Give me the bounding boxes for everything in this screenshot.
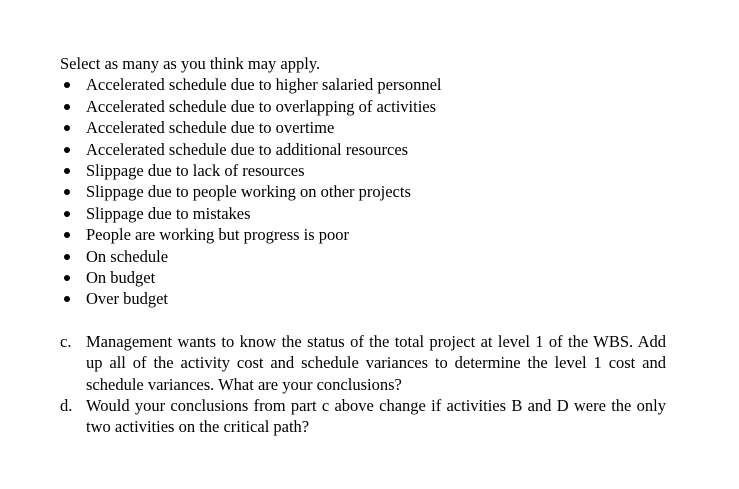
bullet-icon — [64, 211, 70, 217]
option-text: On budget — [86, 267, 156, 287]
list-item — [60, 139, 700, 160]
list-item — [60, 288, 700, 309]
list-item — [60, 246, 700, 267]
question-marker: d. — [60, 395, 73, 415]
list-item — [60, 74, 700, 95]
option-text: Accelerated schedule due to overtime — [86, 118, 335, 138]
bullet-icon — [64, 168, 70, 174]
list-item — [60, 267, 700, 288]
list-item — [60, 181, 700, 202]
question-c — [60, 331, 666, 395]
bullet-icon — [64, 189, 70, 195]
list-item — [60, 117, 700, 138]
question-d — [60, 395, 666, 438]
question-text: Would your conclusions from part c above change if activities B and D were the only two activities on the critical path? — [86, 395, 666, 437]
option-text: Over budget — [86, 289, 169, 309]
bullet-icon — [64, 275, 70, 281]
bullet-icon — [64, 82, 70, 88]
question-text: Management wants to know the status of the total project at level 1 of the WBS. Add up all of the activity cost and schedule variances to determine the level 1 cost and schedule variances. What are your conclusions? — [86, 331, 666, 394]
instruction-text: Select as many as you think may apply. — [60, 54, 321, 73]
option-text: On schedule — [86, 246, 169, 266]
options-list — [60, 74, 700, 309]
list-item — [60, 160, 700, 181]
questions-list — [60, 331, 700, 438]
list-item — [60, 224, 700, 245]
bullet-icon — [64, 232, 70, 238]
bullet-icon — [64, 104, 70, 110]
option-text: Accelerated schedule due to overlapping of activities — [86, 96, 437, 116]
option-text: Slippage due to mistakes — [86, 203, 251, 223]
bullet-icon — [64, 254, 70, 260]
bullet-icon — [64, 125, 70, 131]
bullet-icon — [64, 296, 70, 302]
document-page — [60, 53, 700, 438]
question-marker: c. — [60, 331, 72, 351]
option-text: Slippage due to people working on other projects — [86, 182, 411, 202]
option-text: People are working but progress is poor — [86, 225, 350, 245]
list-item — [60, 203, 700, 224]
option-text: Slippage due to lack of resources — [86, 160, 305, 180]
bullet-icon — [64, 147, 70, 153]
option-text: Accelerated schedule due to higher salaried personnel — [86, 75, 442, 95]
list-item — [60, 96, 700, 117]
option-text: Accelerated schedule due to additional resources — [86, 139, 409, 159]
